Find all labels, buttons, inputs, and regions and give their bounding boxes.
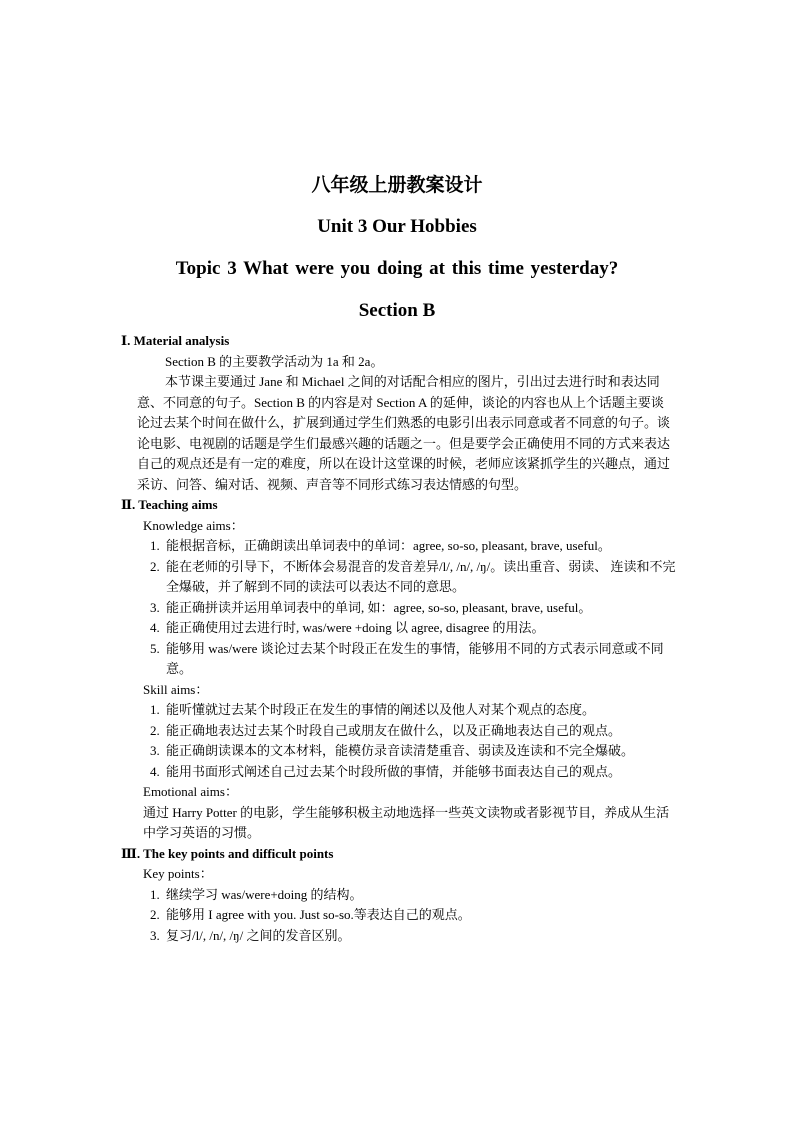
- skill-aims-list: [121, 700, 676, 782]
- list-item: 2. 能够用 I agree with you. Just so-so.等表达自己的观点。: [163, 905, 676, 926]
- skill-aims-label: Skill aims：: [143, 681, 209, 697]
- knowledge-aims-list: [121, 536, 676, 680]
- list-item: 2. 能在老师的引导下，不断体会易混音的发音差异/l/, /n/, /ŋ/。读出重音、弱读、 连读和不完全爆破，并了解到不同的读法可以表达不同的意思。: [163, 557, 676, 598]
- list-item: 1. 能根据音标，正确朗读出单词表中的单词：agree, so-so, pleasant, brave, useful。: [163, 536, 676, 557]
- knowledge-aims-label: Knowledge aims：: [143, 517, 244, 533]
- list-item: 4. 能正确使用过去进行时, was/were +doing 以 agree, disagree 的用法。: [163, 618, 676, 639]
- list-item: 1. 继续学习 was/were+doing 的结构。: [163, 885, 676, 906]
- teaching-aims-heading: Ⅱ. Teaching aims: [121, 497, 218, 512]
- document-body: [121, 331, 676, 946]
- material-paragraph: 本节课主要通过 Jane 和 Michael 之间的对话配合相应的图片，引出过去进行时和表达同意、不同意的句子。Section B 的内容是对 Section A 的延伸，谈论的内容也从上个话题主要谈论过去某个时间在做什么，扩展到通过学生们熟悉的电影引出表示同意或者不同意的句子。谈论电影、电视剧的话题是学生们最感兴趣的话题之一。但是要学会正确使用不同的方式来表达自己的观点还是有一定的难度，所以在设计这堂课的时候，老师应该紧抓学生的兴趣点，通过采访、问答、编对话、视频、声音等不同形式练习表达情感的句型。: [137, 374, 671, 492]
- emotional-aims-text: 通过 Harry Potter 的电影，学生能够积极主动地选择一些英文读物或者影视节目，养成从生活中学习英语的习惯。: [143, 804, 670, 840]
- unit-title: Unit 3 Our Hobbies: [317, 216, 477, 237]
- material-paragraph: Section B 的主要教学活动为 1a 和 2a。: [165, 353, 384, 369]
- list-item: 4. 能用书面形式阐述自己过去某个时段所做的事情，并能够书面表达自己的观点。: [163, 762, 676, 783]
- emotional-aims-label: Emotional aims：: [143, 784, 238, 799]
- list-item: 3. 能正确拼读并运用单词表中的单词, 如：agree, so-so, pleasant, brave, useful。: [163, 598, 676, 619]
- material-analysis-heading: Ⅰ. Material analysis: [121, 333, 230, 348]
- list-item: 5. 能够用 was/were 谈论过去某个时段正在发生的事情，能够用不同的方式表示同意或不同意。: [163, 639, 676, 680]
- topic-title: Topic 3 What were you doing at this time yesterday?: [175, 258, 619, 279]
- list-item: 3. 能正确朗读课本的文本材料，能模仿录音读清楚重音、弱读及连读和不完全爆破。: [163, 741, 676, 762]
- list-item: 1. 能听懂就过去某个时段正在发生的事情的阐述以及他人对某个观点的态度。: [163, 700, 676, 721]
- section-title: Section B: [358, 300, 436, 321]
- key-points-label: Key points：: [143, 866, 213, 881]
- list-item: 2. 能正确地表达过去某个时段自己或朋友在做什么，以及正确地表达自己的观点。: [163, 721, 676, 742]
- key-points-heading: Ⅲ. The key points and difficult points: [121, 845, 334, 861]
- key-points-list: [121, 885, 676, 947]
- list-item: 3. 复习/l/, /n/, /ŋ/ 之间的发音区别。: [163, 926, 676, 947]
- doc-title: 八年级上册教案设计: [311, 175, 483, 196]
